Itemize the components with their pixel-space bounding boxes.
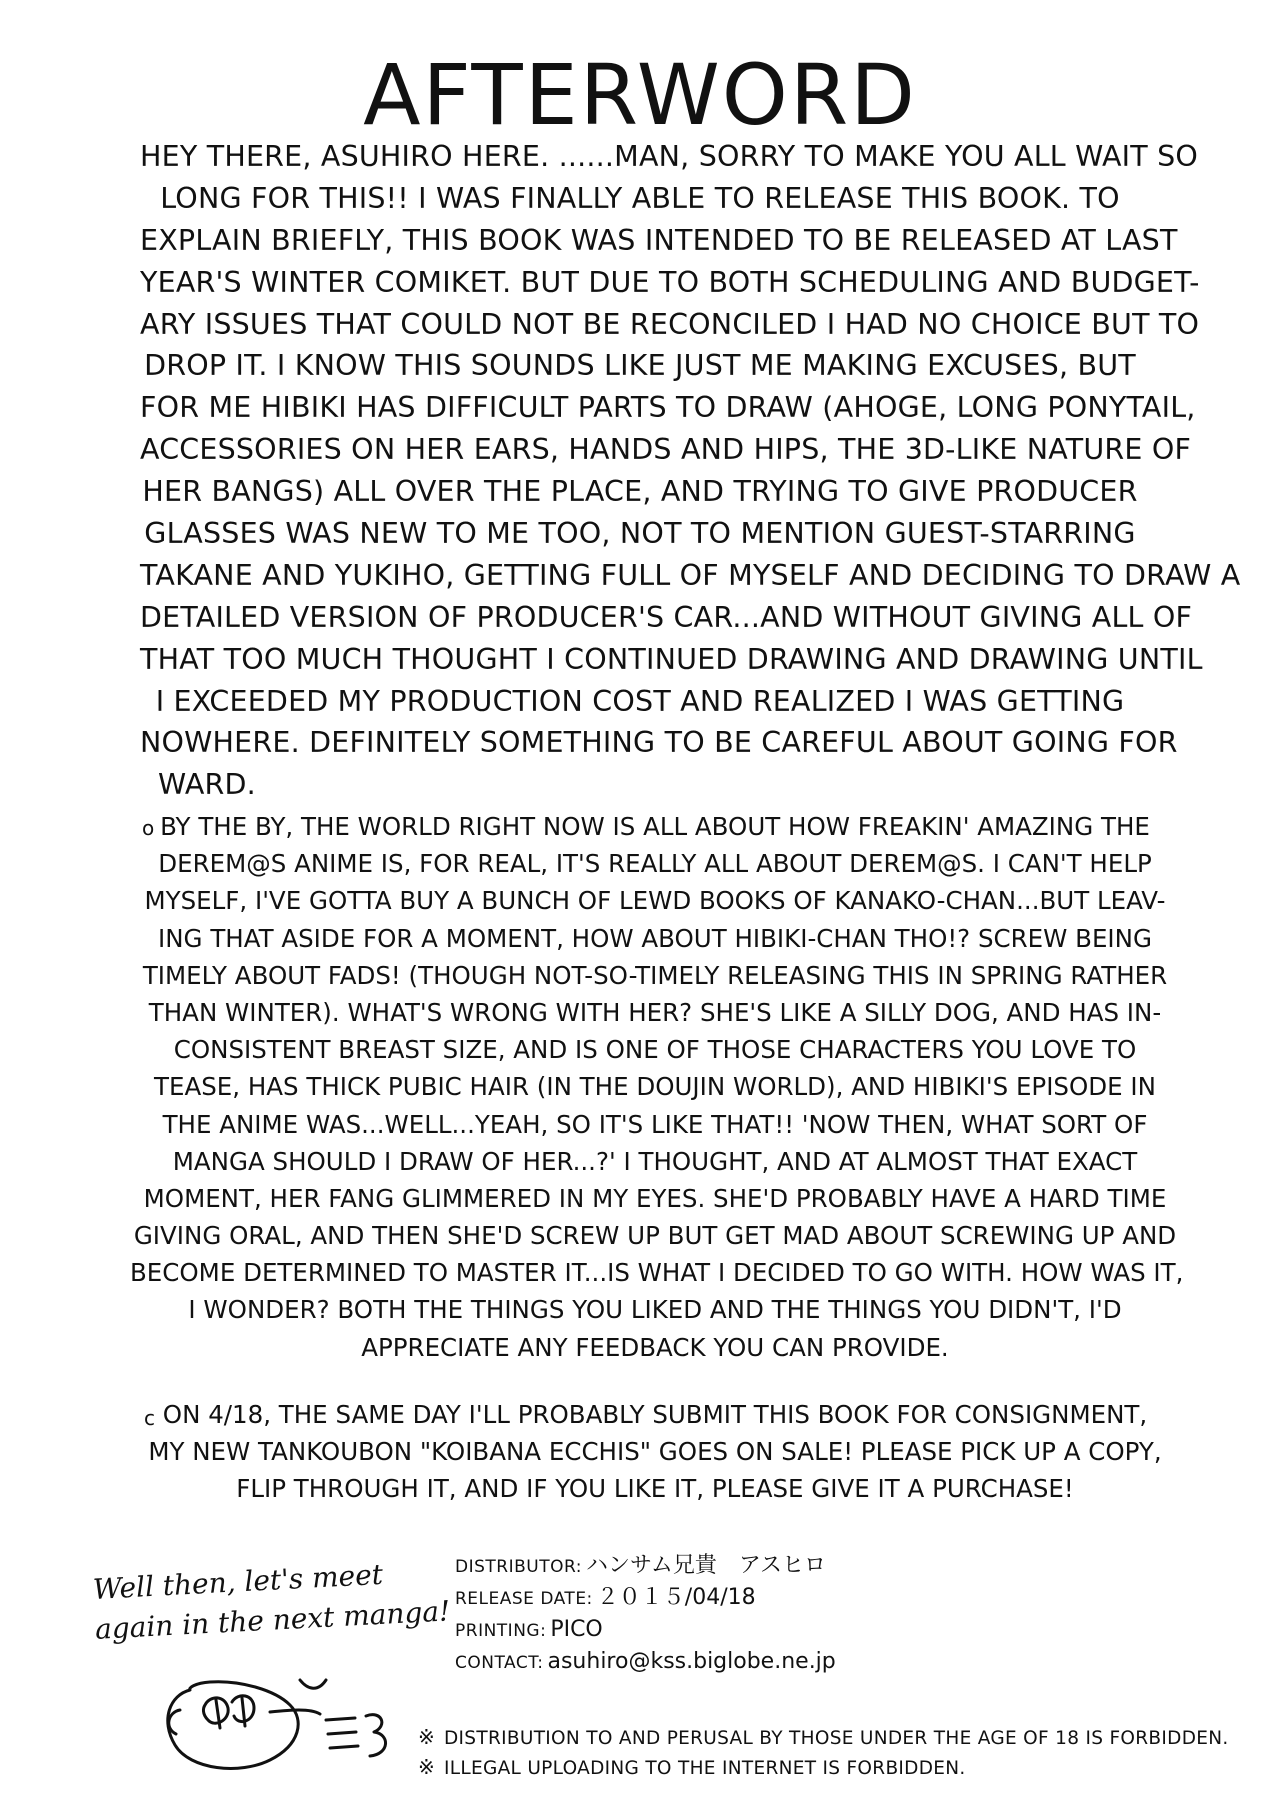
printing-value: PICO [550, 1617, 603, 1642]
signature-doodle-icon [150, 1650, 440, 1790]
notice-age-restriction [418, 1722, 1238, 1752]
text-line: ARY ISSUES THAT COULD NOT BE RECONCILED I HAD NO CHOICE BUT TO [140, 307, 1200, 341]
handwritten-note [92, 1553, 452, 1650]
text-line: MY NEW TANKOUBON "KOIBANA ECCHIS" GOES ON SALE! PLEASE PICK UP A COPY, [148, 1437, 1162, 1467]
text-line: CONSISTENT BREAST SIZE, AND IS ONE OF THOSE CHARACTERS YOU LOVE TO [173, 1035, 1137, 1065]
bullet-mark: o [142, 816, 155, 840]
reference-mark-icon: ※ [418, 1725, 435, 1749]
text-line: I WONDER? BOTH THE THINGS YOU LIKED AND THE THINGS YOU DIDN'T, I'D [188, 1295, 1122, 1325]
distributor-label: DISTRIBUTOR: [455, 1557, 582, 1577]
printing-label: PRINTING: [455, 1621, 547, 1641]
distributor-row [455, 1550, 1015, 1582]
reference-mark-icon: ※ [418, 1755, 435, 1779]
text-line: TAKANE AND YUKIHO, GETTING FULL OF MYSELF AND DECIDING TO DRAW A [140, 558, 1241, 592]
text-line: HEY THERE, ASUHIRO HERE. ......MAN, SORRY TO MAKE YOU ALL WAIT SO [140, 140, 1199, 173]
credits-block [455, 1550, 1015, 1678]
release-date-row [455, 1582, 1015, 1614]
text-line: HER BANGS) ALL OVER THE PLACE, AND TRYING TO GIVE PRODUCER [142, 475, 1138, 509]
notice-text: ILLEGAL UPLOADING TO THE INTERNET IS FORBIDDEN. [444, 1758, 966, 1779]
text-line: NOWHERE. DEFINITELY SOMETHING TO BE CAREFUL ABOUT GOING FOR [140, 726, 1178, 760]
printing-row [455, 1614, 1015, 1646]
text-line: TEASE, HAS THICK PUBIC HAIR (IN THE DOUJIN WORLD), AND HIBIKI'S EPISODE IN [154, 1072, 1156, 1102]
text-line: ACCESSORIES ON HER EARS, HANDS AND HIPS, THE 3D-LIKE NATURE OF [140, 433, 1192, 467]
paragraph-apology [140, 136, 1241, 806]
text-line: EXPLAIN BRIEFLY, THIS BOOK WAS INTENDED TO BE RELEASED AT LAST [140, 223, 1178, 257]
text-line: YEAR'S WINTER COMIKET. BUT DUE TO BOTH SCHEDULING AND BUDGET- [140, 265, 1200, 299]
text-line: BY THE BY, THE WORLD RIGHT NOW IS ALL ABOUT HOW FREAKIN' AMAZING THE [160, 812, 1150, 841]
text-line: DETAILED VERSION OF PRODUCER'S CAR...AND WITHOUT GIVING ALL OF [140, 600, 1193, 634]
paragraph-tankoubon [130, 1396, 1180, 1508]
release-date-value: ２０１５/04/18 [596, 1585, 756, 1610]
handnote-line: again in the next manga! [94, 1594, 452, 1646]
text-line: MOMENT, HER FANG GLIMMERED IN MY EYES. SHE'D PROBABLY HAVE A HARD TIME [143, 1183, 1167, 1213]
text-line: ON 4/18, THE SAME DAY I'LL PROBABLY SUBMIT THIS BOOK FOR CONSIGNMENT, [162, 1400, 1148, 1429]
distributor-value: ハンサム兄貴 アスヒロ [586, 1553, 827, 1578]
release-date-label: RELEASE DATE: [455, 1589, 593, 1609]
text-line: MYSELF, I'VE GOTTA BUY A BUNCH OF LEWD BOOKS OF KANAKO-CHAN...BUT LEAV- [144, 886, 1166, 916]
text-line: FOR ME HIBIKI HAS DIFFICULT PARTS TO DRAW (AHOGE, LONG PONYTAIL, [140, 391, 1196, 425]
paragraph-deremas [130, 808, 1184, 1366]
notice-upload-restriction [418, 1752, 1238, 1782]
text-line: WARD. [158, 768, 256, 802]
text-line: BECOME DETERMINED TO MASTER IT...IS WHAT I DECIDED TO GO WITH. HOW WAS IT, [130, 1258, 1184, 1288]
text-line: DEREM@S ANIME IS, FOR REAL, IT'S REALLY ALL ABOUT DEREM@S. I CAN'T HELP [158, 849, 1152, 879]
notice-text: DISTRIBUTION TO AND PERUSAL BY THOSE UNDER THE AGE OF 18 IS FORBIDDEN. [444, 1728, 1229, 1749]
text-line: GIVING ORAL, AND THEN SHE'D SCREW UP BUT GET MAD ABOUT SCREWING UP AND [133, 1221, 1177, 1251]
handnote-line: Well then, let's meet [92, 1557, 384, 1606]
text-line: APPRECIATE ANY FEEDBACK YOU CAN PROVIDE. [361, 1332, 949, 1362]
text-line: LONG FOR THIS!! I WAS FINALLY ABLE TO RELEASE THIS BOOK. TO [160, 181, 1120, 215]
text-line: DROP IT. I KNOW THIS SOUNDS LIKE JUST ME MAKING EXCUSES, BUT [144, 349, 1136, 383]
page-title: AFTERWORD [363, 46, 917, 144]
text-line: MANGA SHOULD I DRAW OF HER...?' I THOUGHT, AND AT ALMOST THAT EXACT [172, 1146, 1138, 1176]
text-line: THAN WINTER). WHAT'S WRONG WITH HER? SHE'S LIKE A SILLY DOG, AND HAS IN- [148, 997, 1162, 1027]
text-line: I EXCEEDED MY PRODUCTION COST AND REALIZED I WAS GETTING [155, 684, 1125, 718]
text-line: TIMELY ABOUT FADS! (THOUGH NOT-SO-TIMELY RELEASING THIS IN SPRING RATHER [142, 960, 1168, 990]
text-line: FLIP THROUGH IT, AND IF YOU LIKE IT, PLEASE GIVE IT A PURCHASE! [236, 1474, 1074, 1504]
legal-notices [418, 1722, 1238, 1782]
text-line: ING THAT ASIDE FOR A MOMENT, HOW ABOUT HIBIKI-CHAN THO!? SCREW BEING [158, 923, 1152, 953]
contact-row [455, 1646, 1015, 1678]
bullet-mark: c [144, 1406, 155, 1430]
text-line: THE ANIME WAS...WELL...YEAH, SO IT'S LIKE THAT!! 'NOW THEN, WHAT SORT OF [162, 1109, 1148, 1139]
text-line: THAT TOO MUCH THOUGHT I CONTINUED DRAWING AND DRAWING UNTIL [140, 642, 1203, 676]
text-line: GLASSES WAS NEW TO ME TOO, NOT TO MENTION GUEST-STARRING [144, 517, 1136, 551]
contact-label: CONTACT: [455, 1653, 544, 1673]
contact-value: asuhiro@kss.biglobe.ne.jp [547, 1649, 836, 1674]
